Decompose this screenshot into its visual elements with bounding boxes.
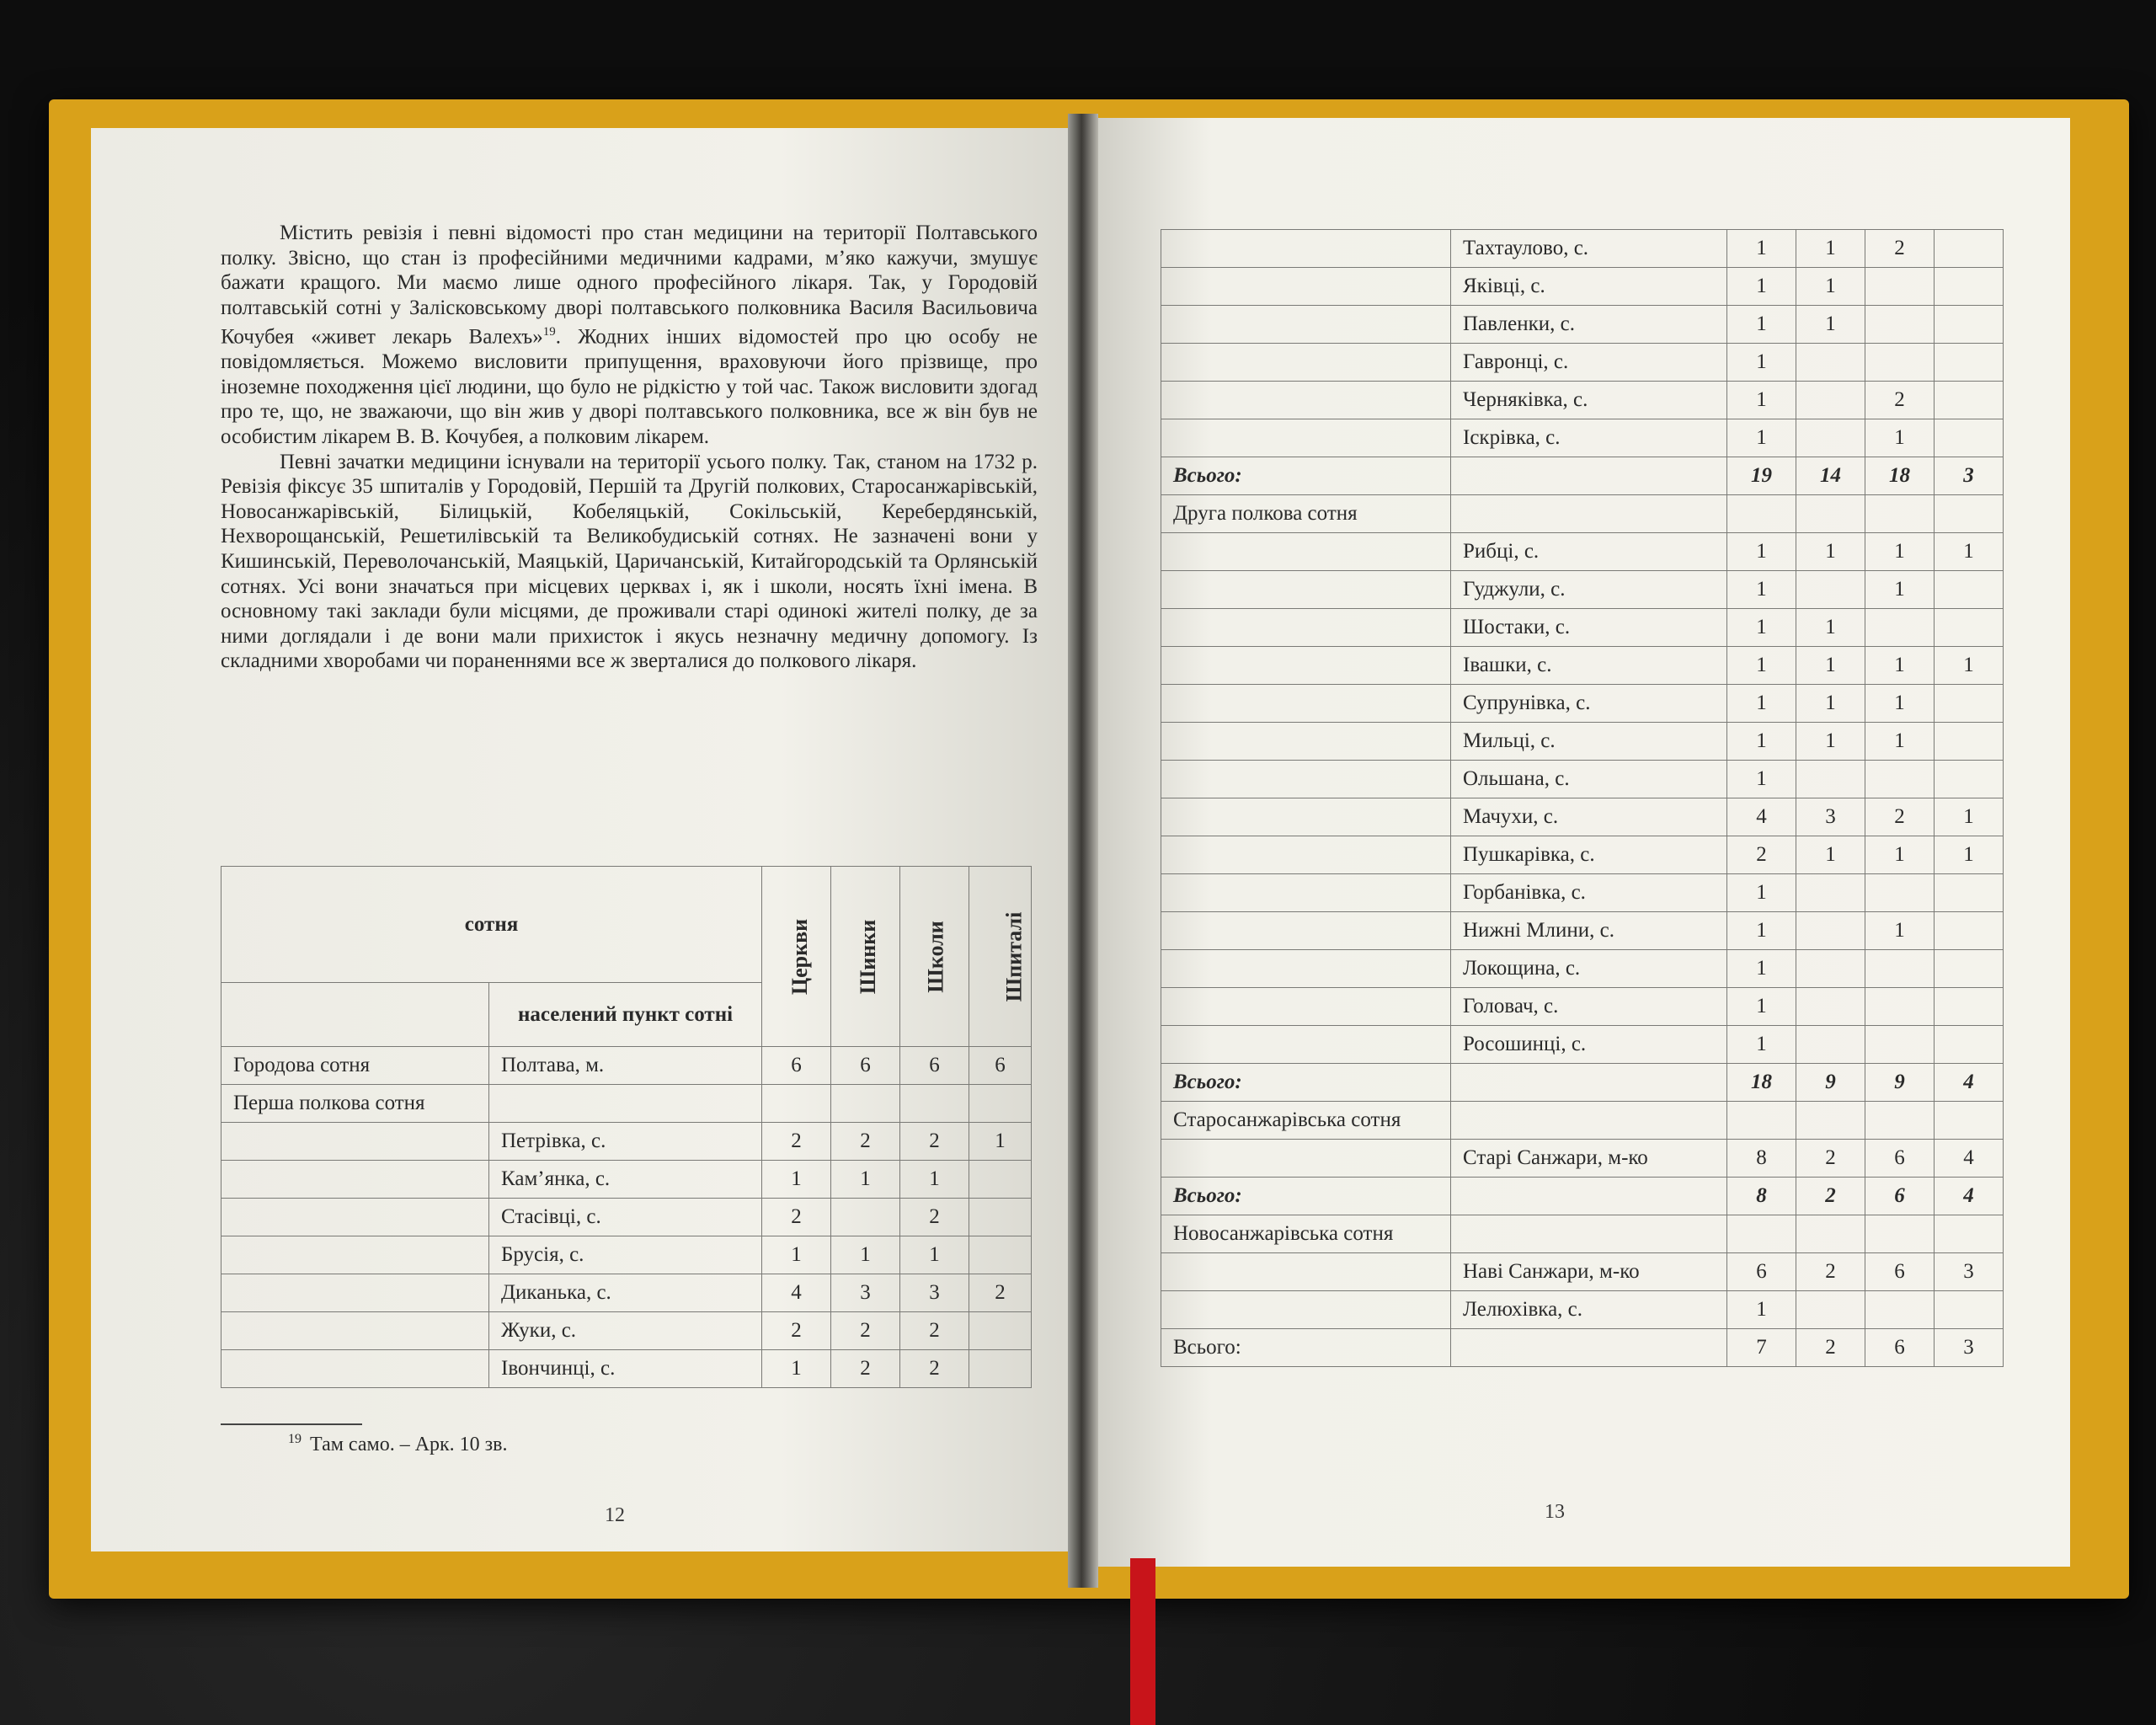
cell-churches: 1 xyxy=(1727,1291,1796,1329)
table-row xyxy=(1161,685,2004,723)
cell-hospitals xyxy=(969,1199,1032,1236)
cell-taverns xyxy=(1796,1215,1865,1253)
cell-hospitals xyxy=(1935,1102,2004,1140)
cell-churches: 1 xyxy=(1727,230,1796,268)
cell-sotnia xyxy=(1161,1253,1451,1291)
cell-place: Стасівці, с. xyxy=(489,1199,762,1236)
cell-place: Івончинці, с. xyxy=(489,1350,762,1388)
cell-churches xyxy=(1727,1215,1796,1253)
cell-sotnia: Старосанжарівська сотня xyxy=(1161,1102,1451,1140)
cell-taverns: 6 xyxy=(831,1047,900,1085)
cell-taverns: 3 xyxy=(1796,798,1865,836)
cell-schools: 2 xyxy=(1865,382,1935,419)
cell-schools: 1 xyxy=(900,1236,969,1274)
cell-hospitals: 4 xyxy=(1935,1064,2004,1102)
table-row xyxy=(221,1123,1032,1161)
cell-sotnia xyxy=(1161,647,1451,685)
table-row xyxy=(221,1350,1032,1388)
cell-taverns xyxy=(1796,950,1865,988)
cell-hospitals xyxy=(1935,761,2004,798)
cell-taverns: 9 xyxy=(1796,1064,1865,1102)
cell-churches: 2 xyxy=(762,1123,831,1161)
cell-churches: 1 xyxy=(762,1161,831,1199)
cell-sotnia: Друга полкова сотня xyxy=(1161,495,1451,533)
cell-churches xyxy=(762,1085,831,1123)
cell-schools: 2 xyxy=(900,1199,969,1236)
cell-taverns: 3 xyxy=(831,1274,900,1312)
cell-sotnia: Всього: xyxy=(1161,1329,1451,1367)
cell-hospitals xyxy=(1935,950,2004,988)
cell-schools xyxy=(1865,495,1935,533)
cell-schools: 1 xyxy=(1865,571,1935,609)
cell-place: Супрунівка, с. xyxy=(1451,685,1727,723)
cell-schools: 1 xyxy=(900,1161,969,1199)
cell-sotnia xyxy=(221,1236,489,1274)
cell-sotnia: Всього: xyxy=(1161,1064,1451,1102)
cell-churches: 4 xyxy=(762,1274,831,1312)
cell-churches xyxy=(1727,1102,1796,1140)
cell-place xyxy=(1451,457,1727,495)
table-row xyxy=(1161,495,2004,533)
cell-taverns: 2 xyxy=(1796,1140,1865,1178)
cell-churches: 1 xyxy=(1727,685,1796,723)
cell-schools xyxy=(1865,1026,1935,1064)
cell-churches: 1 xyxy=(1727,723,1796,761)
cell-churches: 1 xyxy=(1727,761,1796,798)
table-row xyxy=(1161,647,2004,685)
cell-sotnia xyxy=(1161,533,1451,571)
cell-place: Яківці, с. xyxy=(1451,268,1727,306)
cell-place: Росошинці, с. xyxy=(1451,1026,1727,1064)
cell-sotnia xyxy=(221,1199,489,1236)
cell-place: Наві Санжари, м-ко xyxy=(1451,1253,1727,1291)
cell-hospitals xyxy=(969,1085,1032,1123)
cell-sotnia xyxy=(1161,419,1451,457)
cell-schools: 1 xyxy=(1865,419,1935,457)
table-row xyxy=(1161,1253,2004,1291)
cell-schools: 2 xyxy=(900,1123,969,1161)
cell-place xyxy=(1451,1178,1727,1215)
cell-place: Старі Санжари, м-ко xyxy=(1451,1140,1727,1178)
table-row xyxy=(1161,306,2004,344)
cell-schools xyxy=(1865,268,1935,306)
cell-schools xyxy=(1865,950,1935,988)
cell-taverns xyxy=(1796,988,1865,1026)
cell-hospitals xyxy=(1935,419,2004,457)
cell-hospitals: 1 xyxy=(1935,836,2004,874)
cell-place: Черняківка, с. xyxy=(1451,382,1727,419)
cell-churches: 2 xyxy=(1727,836,1796,874)
page-number-left: 12 xyxy=(605,1504,625,1526)
cell-schools xyxy=(1865,1215,1935,1253)
cell-hospitals xyxy=(1935,495,2004,533)
cell-hospitals xyxy=(1935,874,2004,912)
table-row xyxy=(1161,1064,2004,1102)
cell-place: Гавронці, с. xyxy=(1451,344,1727,382)
cell-sotnia xyxy=(1161,988,1451,1026)
cell-churches: 1 xyxy=(762,1236,831,1274)
table-row xyxy=(1161,874,2004,912)
cell-hospitals xyxy=(1935,571,2004,609)
cell-place: Кам’янка, с. xyxy=(489,1161,762,1199)
cell-churches: 1 xyxy=(1727,1026,1796,1064)
cell-schools xyxy=(1865,609,1935,647)
cell-place: Горбанівка, с. xyxy=(1451,874,1727,912)
cell-sotnia xyxy=(1161,912,1451,950)
cell-schools: 9 xyxy=(1865,1064,1935,1102)
cell-taverns: 1 xyxy=(1796,306,1865,344)
cell-taverns xyxy=(1796,382,1865,419)
cell-sotnia xyxy=(1161,950,1451,988)
cell-churches: 1 xyxy=(762,1350,831,1388)
cell-sotnia xyxy=(1161,1026,1451,1064)
cell-schools xyxy=(1865,1102,1935,1140)
footnote-divider xyxy=(221,1423,362,1425)
cell-sotnia xyxy=(1161,874,1451,912)
cell-schools: 3 xyxy=(900,1274,969,1312)
cell-churches: 6 xyxy=(762,1047,831,1085)
table-row xyxy=(221,1199,1032,1236)
cell-taverns: 2 xyxy=(831,1123,900,1161)
cell-taverns: 1 xyxy=(1796,268,1865,306)
cell-sotnia xyxy=(1161,1291,1451,1329)
cell-hospitals: 1 xyxy=(969,1123,1032,1161)
cell-churches: 8 xyxy=(1727,1178,1796,1215)
cell-place: Локощина, с. xyxy=(1451,950,1727,988)
cell-place: Мильці, с. xyxy=(1451,723,1727,761)
cell-place: Пушкарівка, с. xyxy=(1451,836,1727,874)
cell-schools: 2 xyxy=(900,1312,969,1350)
cell-schools xyxy=(1865,988,1935,1026)
cell-schools: 6 xyxy=(1865,1140,1935,1178)
header-place: населений пункт сотні xyxy=(489,983,762,1047)
table-row xyxy=(221,1312,1032,1350)
table-row xyxy=(1161,571,2004,609)
cell-sotnia xyxy=(1161,268,1451,306)
cell-schools: 1 xyxy=(1865,533,1935,571)
cell-sotnia: Перша полкова сотня xyxy=(221,1085,489,1123)
table-row xyxy=(1161,344,2004,382)
cell-hospitals xyxy=(1935,344,2004,382)
cell-hospitals: 4 xyxy=(1935,1178,2004,1215)
cell-hospitals: 1 xyxy=(1935,647,2004,685)
cell-place: Ольшана, с. xyxy=(1451,761,1727,798)
cell-place: Головач, с. xyxy=(1451,988,1727,1026)
cell-taverns xyxy=(1796,874,1865,912)
cell-schools: 1 xyxy=(1865,912,1935,950)
cell-churches: 1 xyxy=(1727,912,1796,950)
table-row xyxy=(1161,723,2004,761)
cell-taverns: 1 xyxy=(1796,609,1865,647)
cell-sotnia xyxy=(1161,723,1451,761)
cell-schools xyxy=(1865,761,1935,798)
cell-place: Брусія, с. xyxy=(489,1236,762,1274)
cell-hospitals xyxy=(1935,1291,2004,1329)
cell-taverns xyxy=(831,1199,900,1236)
cell-sotnia xyxy=(1161,685,1451,723)
cell-taverns: 1 xyxy=(1796,723,1865,761)
cell-schools: 1 xyxy=(1865,836,1935,874)
cell-schools: 6 xyxy=(1865,1178,1935,1215)
cell-place: Іскрівка, с. xyxy=(1451,419,1727,457)
cell-taverns xyxy=(1796,419,1865,457)
cell-place: Шостаки, с. xyxy=(1451,609,1727,647)
cell-schools: 1 xyxy=(1865,647,1935,685)
cell-sotnia xyxy=(1161,344,1451,382)
table-row xyxy=(1161,230,2004,268)
cell-schools xyxy=(1865,874,1935,912)
cell-churches: 2 xyxy=(762,1199,831,1236)
cell-place xyxy=(489,1085,762,1123)
table-row xyxy=(221,1274,1032,1312)
cell-sotnia xyxy=(221,1350,489,1388)
cell-sotnia xyxy=(221,1123,489,1161)
cell-churches xyxy=(1727,495,1796,533)
cell-hospitals xyxy=(969,1236,1032,1274)
table-row xyxy=(1161,798,2004,836)
cell-schools xyxy=(1865,1291,1935,1329)
cell-taverns: 1 xyxy=(831,1236,900,1274)
cell-hospitals xyxy=(1935,912,2004,950)
cell-taverns xyxy=(1796,344,1865,382)
cell-hospitals xyxy=(1935,685,2004,723)
cell-hospitals: 1 xyxy=(1935,798,2004,836)
cell-place xyxy=(1451,1064,1727,1102)
cell-sotnia: Новосанжарівська сотня xyxy=(1161,1215,1451,1253)
cell-hospitals xyxy=(1935,723,2004,761)
table-row xyxy=(1161,609,2004,647)
cell-place: Мачухи, с. xyxy=(1451,798,1727,836)
cell-schools: 1 xyxy=(1865,723,1935,761)
cell-churches: 1 xyxy=(1727,609,1796,647)
cell-taverns: 1 xyxy=(1796,685,1865,723)
cell-place: Рибці, с. xyxy=(1451,533,1727,571)
cell-taverns xyxy=(1796,1291,1865,1329)
table-row xyxy=(1161,268,2004,306)
cell-hospitals: 3 xyxy=(1935,457,2004,495)
table-row xyxy=(1161,1291,2004,1329)
cell-sotnia xyxy=(1161,306,1451,344)
cell-hospitals xyxy=(1935,306,2004,344)
header-churches: Церкви xyxy=(762,867,831,1047)
table-row xyxy=(1161,1215,2004,1253)
table-row xyxy=(1161,950,2004,988)
cell-schools: 6 xyxy=(1865,1329,1935,1367)
cell-place: Лелюхівка, с. xyxy=(1451,1291,1727,1329)
cell-churches: 8 xyxy=(1727,1140,1796,1178)
cell-place xyxy=(1451,1102,1727,1140)
header-schools: Школи xyxy=(900,867,969,1047)
cell-place: Тахтаулово, с. xyxy=(1451,230,1727,268)
cell-taverns: 2 xyxy=(1796,1329,1865,1367)
cell-churches: 1 xyxy=(1727,306,1796,344)
cell-sotnia: Городова сотня xyxy=(221,1047,489,1085)
cell-hospitals: 6 xyxy=(969,1047,1032,1085)
cell-churches: 1 xyxy=(1727,533,1796,571)
cell-schools: 2 xyxy=(1865,230,1935,268)
cell-sotnia xyxy=(1161,609,1451,647)
table-row xyxy=(1161,457,2004,495)
cell-taverns: 2 xyxy=(831,1312,900,1350)
footnote: $^{19}$ Там само. – Арк. 10 зв. xyxy=(288,1432,508,1455)
cell-place xyxy=(1451,495,1727,533)
cell-sotnia: Всього: xyxy=(1161,457,1451,495)
cell-place xyxy=(1451,1329,1727,1367)
cell-hospitals xyxy=(969,1350,1032,1388)
cell-hospitals xyxy=(969,1161,1032,1199)
cell-churches: 19 xyxy=(1727,457,1796,495)
cell-hospitals: 1 xyxy=(1935,533,2004,571)
cell-sotnia xyxy=(1161,382,1451,419)
table-row xyxy=(1161,1026,2004,1064)
cell-schools xyxy=(1865,344,1935,382)
cell-taverns: 2 xyxy=(1796,1178,1865,1215)
table-row xyxy=(1161,1329,2004,1367)
cell-sotnia xyxy=(1161,230,1451,268)
table-row xyxy=(1161,1140,2004,1178)
header-hospitals: Шпиталі xyxy=(969,867,1032,1047)
cell-schools: 6 xyxy=(900,1047,969,1085)
cell-taverns: 1 xyxy=(1796,230,1865,268)
cell-taverns: 2 xyxy=(831,1350,900,1388)
cell-sotnia xyxy=(1161,761,1451,798)
cell-hospitals: 3 xyxy=(1935,1253,2004,1291)
cell-taverns xyxy=(1796,1026,1865,1064)
right-stats-table xyxy=(1161,229,2004,1367)
cell-sotnia xyxy=(221,1161,489,1199)
header-sotnia: сотня xyxy=(221,867,762,983)
cell-hospitals xyxy=(1935,1215,2004,1253)
cell-churches: 1 xyxy=(1727,268,1796,306)
cell-churches: 18 xyxy=(1727,1064,1796,1102)
cell-churches: 1 xyxy=(1727,571,1796,609)
table-row xyxy=(1161,382,2004,419)
cell-place: Диканька, с. xyxy=(489,1274,762,1312)
cell-schools xyxy=(1865,306,1935,344)
cell-churches: 7 xyxy=(1727,1329,1796,1367)
table-row xyxy=(1161,761,2004,798)
header-taverns: Шинки xyxy=(831,867,900,1047)
table-row xyxy=(221,1161,1032,1199)
cell-taverns xyxy=(1796,571,1865,609)
cell-hospitals xyxy=(969,1312,1032,1350)
cell-churches: 2 xyxy=(762,1312,831,1350)
cell-churches: 4 xyxy=(1727,798,1796,836)
cell-sotnia xyxy=(221,1312,489,1350)
cell-taverns xyxy=(1796,761,1865,798)
cell-place: Гуджули, с. xyxy=(1451,571,1727,609)
cell-churches: 1 xyxy=(1727,419,1796,457)
table-row xyxy=(1161,533,2004,571)
paragraph-2: Певні зачатки медицини існували на території усього полку. Так, станом на 1732 р. Ревізія фіксує 35 шпиталів у Городовій, Першій та Другій полкових, Старосанжарівській, Новосанжарівській, Білицькій, Кобеляцькій, Сокільській, Керебердянській, Нехворощанській, Решетилівській та Великобудиській сотнях. Не зазначені вони у Кишинській, Переволочанській, Маяцькій, Царичанській, Китайгородській та Орлянській сотнях. Усі вони значаться при місцевих церквах і, як і школи, носять їхні імена. В основному такі заклади були місцями, де проживали старі одинокі жителі полку, де за ними доглядали і де вони мали прихисток і якусь незначну медичну допомогу. Із складними хворобами чи пораненнями все ж зверталися до полкового лікаря. xyxy=(221,450,1038,673)
cell-hospitals xyxy=(1935,230,2004,268)
cell-sotnia xyxy=(1161,1140,1451,1178)
cell-schools: 18 xyxy=(1865,457,1935,495)
table-row xyxy=(221,1085,1032,1123)
table-row xyxy=(1161,836,2004,874)
paragraph-1: Містить ревізія і певні відомості про стан медицини на території Полтавського полку. Звісно, що стан із професійними медичними кадрами, м’яко кажучи, змушує бажати кращого. Ми маємо лише одного професійного лікаря. Так, у Городовій полтавській сотні у Залісковському дворі полтавського полковника Василя Васильовича Кочубея «живет лекарь Валехъ»$^{19}$. Жодних інших відомостей про цю особу не повідомляється. Можемо висловити припущення, враховуючи його прізвище, про іноземне походження цієї людини, що було не рідкістю у той час. Також висловити здогад про те, що, не зважаючи, що він жив у дворі полтавського полковника, все ж він був не особистим лікарем В. В. Кочубея, а полковим лікарем. xyxy=(221,222,1038,449)
cell-schools: 6 xyxy=(1865,1253,1935,1291)
cell-hospitals xyxy=(1935,268,2004,306)
cell-taverns xyxy=(1796,1102,1865,1140)
cell-schools xyxy=(900,1085,969,1123)
cell-taverns: 2 xyxy=(1796,1253,1865,1291)
cell-churches: 6 xyxy=(1727,1253,1796,1291)
cell-hospitals xyxy=(1935,1026,2004,1064)
cell-sotnia xyxy=(221,1274,489,1312)
cell-taverns xyxy=(831,1085,900,1123)
cell-hospitals: 4 xyxy=(1935,1140,2004,1178)
cell-churches: 1 xyxy=(1727,344,1796,382)
cell-taverns: 1 xyxy=(1796,836,1865,874)
cell-taverns: 14 xyxy=(1796,457,1865,495)
cell-place: Нижні Млини, с. xyxy=(1451,912,1727,950)
cell-sotnia: Всього: xyxy=(1161,1178,1451,1215)
cell-hospitals: 3 xyxy=(1935,1329,2004,1367)
cell-hospitals xyxy=(1935,988,2004,1026)
cell-churches: 1 xyxy=(1727,382,1796,419)
cell-churches: 1 xyxy=(1727,874,1796,912)
cell-schools: 1 xyxy=(1865,685,1935,723)
table-row xyxy=(221,1047,1032,1085)
book-spine xyxy=(1068,114,1098,1588)
table-row xyxy=(1161,1178,2004,1215)
cell-churches: 1 xyxy=(1727,647,1796,685)
cell-sotnia xyxy=(1161,798,1451,836)
left-stats-table xyxy=(221,866,1032,1388)
cell-place: Павленки, с. xyxy=(1451,306,1727,344)
footnote-ref[interactable]: 19 xyxy=(542,325,556,339)
table-row xyxy=(221,1236,1032,1274)
cell-sotnia xyxy=(1161,836,1451,874)
left-page-body-text xyxy=(221,221,1038,674)
cell-schools: 2 xyxy=(900,1350,969,1388)
cell-hospitals xyxy=(1935,382,2004,419)
cell-hospitals: 2 xyxy=(969,1274,1032,1312)
cell-place: Івашки, с. xyxy=(1451,647,1727,685)
table-row xyxy=(1161,419,2004,457)
cell-hospitals xyxy=(1935,609,2004,647)
header-empty xyxy=(221,983,489,1047)
cell-place xyxy=(1451,1215,1727,1253)
bookmark-ribbon[interactable] xyxy=(1130,1558,1155,1725)
cell-schools: 2 xyxy=(1865,798,1935,836)
table-row xyxy=(1161,988,2004,1026)
cell-place: Полтава, м. xyxy=(489,1047,762,1085)
cell-taverns xyxy=(1796,495,1865,533)
cell-churches: 1 xyxy=(1727,988,1796,1026)
cell-taverns: 1 xyxy=(1796,647,1865,685)
cell-taverns: 1 xyxy=(1796,533,1865,571)
cell-place: Жуки, с. xyxy=(489,1312,762,1350)
table-row xyxy=(1161,912,2004,950)
table-row xyxy=(1161,1102,2004,1140)
cell-taverns: 1 xyxy=(831,1161,900,1199)
cell-place: Петрівка, с. xyxy=(489,1123,762,1161)
cell-churches: 1 xyxy=(1727,950,1796,988)
page-number-right: 13 xyxy=(1545,1501,1565,1523)
cell-sotnia xyxy=(1161,571,1451,609)
cell-taverns xyxy=(1796,912,1865,950)
